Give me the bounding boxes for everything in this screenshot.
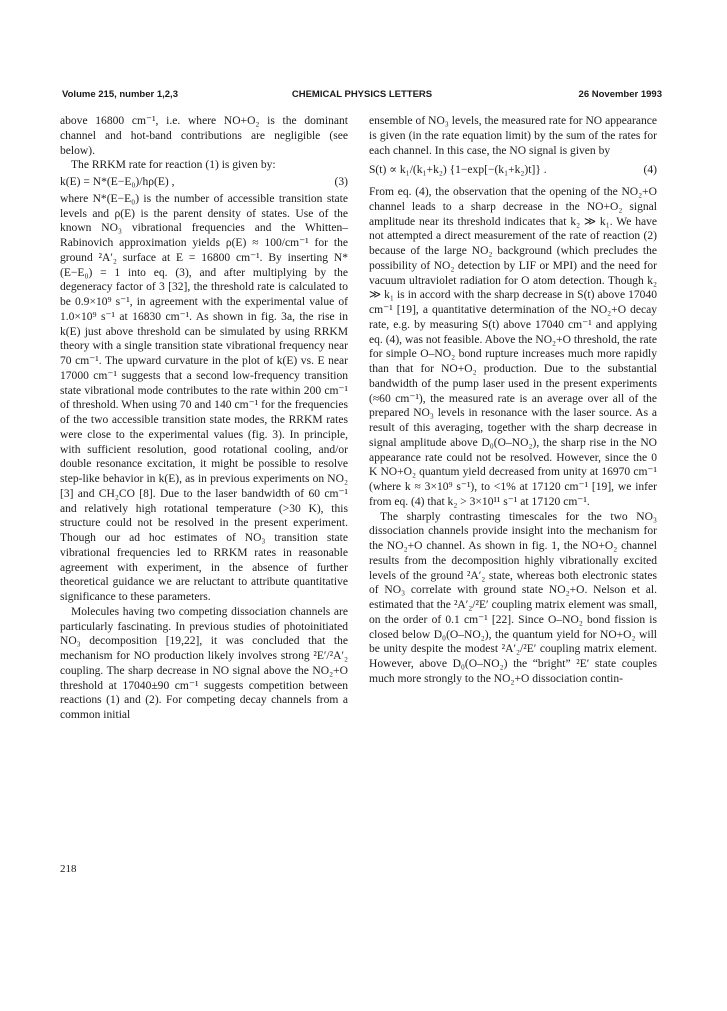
equation-formula: S(t) ∝ k₁/(k₁+k₂) {1−exp[−(k₁+k₂)t]} . [369, 164, 547, 177]
volume-info: Volume 215, number 1,2,3 [62, 89, 178, 100]
equation-number: (3) [334, 176, 348, 188]
issue-date: 26 November 1993 [578, 89, 662, 100]
journal-title: CHEMICAL PHYSICS LETTERS [291, 89, 433, 100]
page-number: 218 [60, 863, 77, 875]
paragraph: ensemble of NO₃ levels, the measured rate for NO appearance is given (in the rate equation limit) by the sum of the rates for each channel. In this case, the NO signal is given by [369, 115, 657, 157]
equation-3 [60, 175, 348, 190]
equation-number: (4) [643, 164, 657, 177]
running-header [62, 89, 662, 103]
right-column [369, 114, 657, 687]
paragraph: The sharply contrasting timescales for the two NO₃ dissociation channels provide insight into the mechanism for the NO₂+O channel. As shown in fig. 1, the NO+O₂ channel results from the decomposition highly vibrationally excited levels of the ground ²A′₂ state, whereas both electronic states of NO₃ correlate with ground state NO₂+O. Nelson et al. estimated that the ²A′₂/²E′ coupling matrix element was small, on the order of 0.1 cm⁻¹ [22]. Since O–NO₂ bond fission is closed below D₀(O–NO₂), the quantum yield for NO+O₂ will be unity despite the modest ²A′₂/²E′ coupling matrix element. However, above D₀(O–NO₂) the “bright” ²E′ state couples much more strongly to the NO₂+O dissociation contin- [369, 510, 657, 685]
paragraph: where N*(E−E₀) is the number of accessible transition state levels and ρ(E) is the parent density of states. Use of the known NO₃ vibrational frequencies and the Whitten–Rabinovich approximation yields ρ(E) ≈ 100/cm⁻¹ for the ground ²A′₂ surface at E = 16800 cm⁻¹. By inserting N*(E−E₀) = 1 into eq. (3), and after multiplying by the degeneracy factor of 3 [32], the threshold rate is calculated to be 0.9×10⁹ s⁻¹, in agreement with the experimental value of 1.0×10⁹ s⁻¹ at 16830 cm⁻¹. As shown in fig. 3a, the rise in k(E) just above threshold can be simulated by using RRKM theory with a single transition state vibrational frequency near 70 cm⁻¹. The upward curvature in the plot of k(E) vs. E near 17000 cm⁻¹ suggests that a second low-frequency transition state vibrational mode contributes to the rate within 200 cm⁻¹ of threshold. When using 70 and 140 cm⁻¹ for the frequencies of the two accessible transition state modes, the RRKM rates were close to the experimental values (fig. 3). In principle, with sufficient resolution, good rotational cooling, and/or double resonance excitation, it might be possible to resolve step-like behavior in k(E), as in previous experiments on NO₂ [3] and CH₂CO [8]. Due to the laser bandwidth of 60 cm⁻¹ and relatively high rotational temperature (>30 K), this structure could not be resolved in the present experiment. Though our ad hoc estimates of NO₃ transition state vibrational frequencies led to RRKM rates in reasonable agreement with experiment, in the absence of further theoretical guidance we are reluctant to attribute quantitative significance to these parameters. [60, 192, 348, 603]
paragraph: From eq. (4), the observation that the opening of the NO₂+O channel leads to a sharp decrease in the NO+O₂ signal amplitude near its threshold indicates that k₂ ≫ k₁. We have not attempted a direct measurement of the rate of reaction (2) because of the large NO₂ background (which precludes the possibility of NO₂ detection by LIF or MPI) and the need for vacuum ultraviolet radiation for O atom detection. Though k₂ ≫ k₁ is in accord with the sharp decrease in S(t) above 17040 cm⁻¹ [19], a quantitative determination of the NO₂+O decay rate, e.g. by measuring S(t) above 17040 cm⁻¹ and applying eq. (4), was not feasible. Above the NO₂+O threshold, the rate for simple O–NO₂ bond rupture increases much more rapidly than that for NO+O₂ production. Due to the substantial bandwidth of the pump laser used in the present experiments (≈60 cm⁻¹), the measured rate is an average over all of the prepared NO₃ levels in resonance with the laser source. As a result of this averaging, together with the sharp decrease in signal amplitude above D₀(O–NO₂), the sharp rise in the NO appearance rate could not be resolved. However, since the 0 K NO+O₂ quantum yield decreased from unity at 16970 cm⁻¹ (where k ≈ 3×10⁹ s⁻¹), to <1% at 17120 cm⁻¹ [19], we infer from eq. (4) that k₂ > 3×10¹¹ s⁻¹ at 17120 cm⁻¹. [369, 186, 657, 508]
paragraph: Molecules having two competing dissociation channels are particularly fascinating. In previous studies of photoinitiated NO₃ decomposition [19,22], it was concluded that the mechanism for NO production likely involves strong ²E′/²A′₂ coupling. The sharp decrease in NO signal above the NO₂+O threshold at 17040±90 cm⁻¹ suggests competition between reactions (1) and (2). For competing decay channels from a common initial [60, 605, 348, 721]
left-column [60, 114, 348, 723]
paragraph: above 16800 cm⁻¹, i.e. where NO+O₂ is the dominant channel and hot-band contributions are negligible (see below). [60, 115, 348, 157]
equation-4 [369, 163, 657, 178]
equation-formula: k(E) = N*(E−E₀)/hρ(E) , [60, 176, 175, 188]
paragraph: The RRKM rate for reaction (1) is given by: [71, 159, 276, 172]
